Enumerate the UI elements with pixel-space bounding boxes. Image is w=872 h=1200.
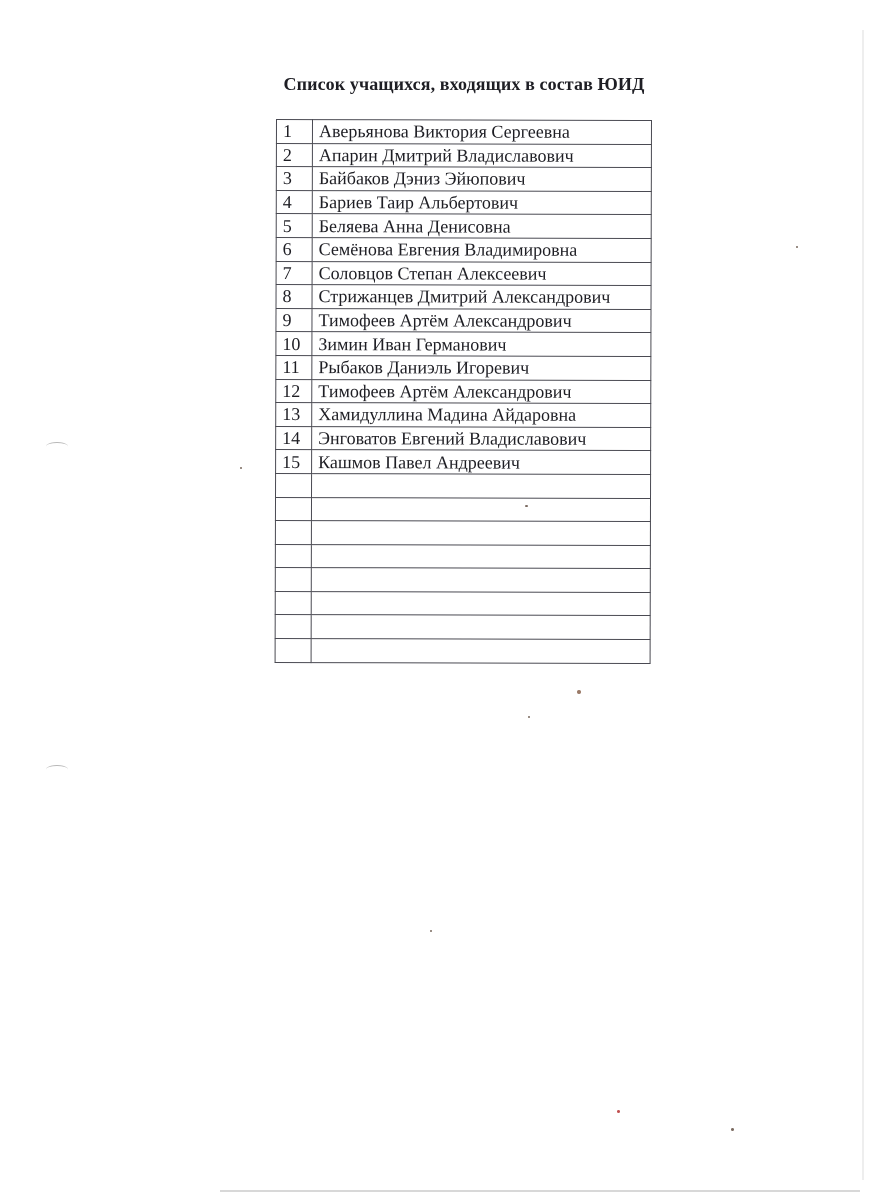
table-row <box>276 450 651 475</box>
scan-speck <box>430 930 432 932</box>
table-row <box>276 120 651 145</box>
punch-hole-mark <box>46 442 68 451</box>
table-row <box>276 332 651 357</box>
row-number-cell <box>275 544 311 568</box>
table-row <box>276 167 651 192</box>
student-name-cell: Соловцов Степан Алексеевич <box>312 261 651 285</box>
student-roster-table <box>275 119 652 664</box>
student-name-cell: Беляева Анна Денисовна <box>312 214 651 238</box>
row-number-cell <box>275 615 311 639</box>
row-number-cell: 4 <box>276 190 312 214</box>
row-number-cell <box>275 591 311 615</box>
student-name-cell: Энговатов Евгений Владиславович <box>312 426 651 450</box>
row-number-cell: 6 <box>276 237 312 261</box>
row-number-cell: 12 <box>276 379 312 403</box>
table-row <box>276 355 651 380</box>
scan-speck <box>617 1110 620 1113</box>
student-name-cell <box>311 568 650 592</box>
table-row <box>275 591 650 616</box>
scan-speck <box>796 246 798 248</box>
student-name-cell: Хамидуллина Мадина Айдаровна <box>312 403 651 427</box>
student-name-cell <box>311 615 650 639</box>
row-number-cell: 15 <box>276 450 312 474</box>
row-number-cell: 2 <box>276 143 312 167</box>
row-number-cell: 8 <box>276 285 312 309</box>
table-row <box>276 143 651 168</box>
scan-edge <box>862 30 864 1180</box>
table-row <box>276 190 651 215</box>
student-name-cell: Аверьянова Виктория Сергеевна <box>312 120 651 144</box>
student-name-cell: Кашмов Павел Андреевич <box>312 450 651 474</box>
scan-edge <box>220 1190 860 1192</box>
table-row <box>275 544 650 569</box>
scan-speck <box>731 1128 734 1131</box>
student-name-cell: Рыбаков Даниэль Игоревич <box>312 356 651 380</box>
student-name-cell: Апарин Дмитрий Владиславович <box>312 143 651 167</box>
table-row <box>276 285 651 310</box>
student-name-cell <box>312 474 651 498</box>
row-number-cell: 13 <box>276 403 312 427</box>
table-row <box>276 308 651 333</box>
row-number-cell: 1 <box>276 120 312 144</box>
student-name-cell: Байбаков Дэниз Эйюпович <box>312 167 651 191</box>
row-number-cell <box>275 521 311 545</box>
row-number-cell: 10 <box>276 332 312 356</box>
row-number-cell <box>275 639 311 663</box>
scan-speck <box>525 505 528 507</box>
table-row <box>275 615 650 640</box>
row-number-cell: 14 <box>276 426 312 450</box>
row-number-cell: 7 <box>276 261 312 285</box>
student-name-cell <box>311 497 650 521</box>
row-number-cell <box>275 497 311 521</box>
student-name-cell: Семёнова Евгения Владимировна <box>312 238 651 262</box>
scan-speck <box>577 690 581 694</box>
student-name-cell <box>311 639 650 663</box>
table-row <box>276 426 651 451</box>
table-row <box>275 639 650 664</box>
student-name-cell: Бариев Таир Альбертович <box>312 190 651 214</box>
row-number-cell <box>276 473 312 497</box>
table-row <box>276 473 651 498</box>
student-name-cell: Тимофеев Артём Александрович <box>312 379 651 403</box>
table-row <box>275 497 650 522</box>
document-title: Список учащихся, входящих в состав ЮИД <box>283 74 645 94</box>
row-number-cell: 9 <box>276 308 312 332</box>
table-row <box>275 521 650 546</box>
punch-hole-mark <box>46 765 68 774</box>
table-row <box>276 403 651 428</box>
row-number-cell: 5 <box>276 214 312 238</box>
table-row <box>276 214 651 239</box>
scan-speck <box>528 716 530 718</box>
roster-body <box>275 120 651 664</box>
row-number-cell: 11 <box>276 355 312 379</box>
student-name-cell <box>311 591 650 615</box>
scan-speck <box>240 467 242 469</box>
student-name-cell <box>311 544 650 568</box>
table-row <box>276 237 651 262</box>
table-row <box>275 568 650 593</box>
row-number-cell: 3 <box>276 167 312 191</box>
table-row <box>276 379 651 404</box>
student-name-cell <box>311 521 650 545</box>
student-name-cell: Стрижанцев Дмитрий Александрович <box>312 285 651 309</box>
row-number-cell <box>275 568 311 592</box>
student-name-cell: Зимин Иван Германович <box>312 332 651 356</box>
table-row <box>276 261 651 286</box>
student-name-cell: Тимофеев Артём Александрович <box>312 308 651 332</box>
